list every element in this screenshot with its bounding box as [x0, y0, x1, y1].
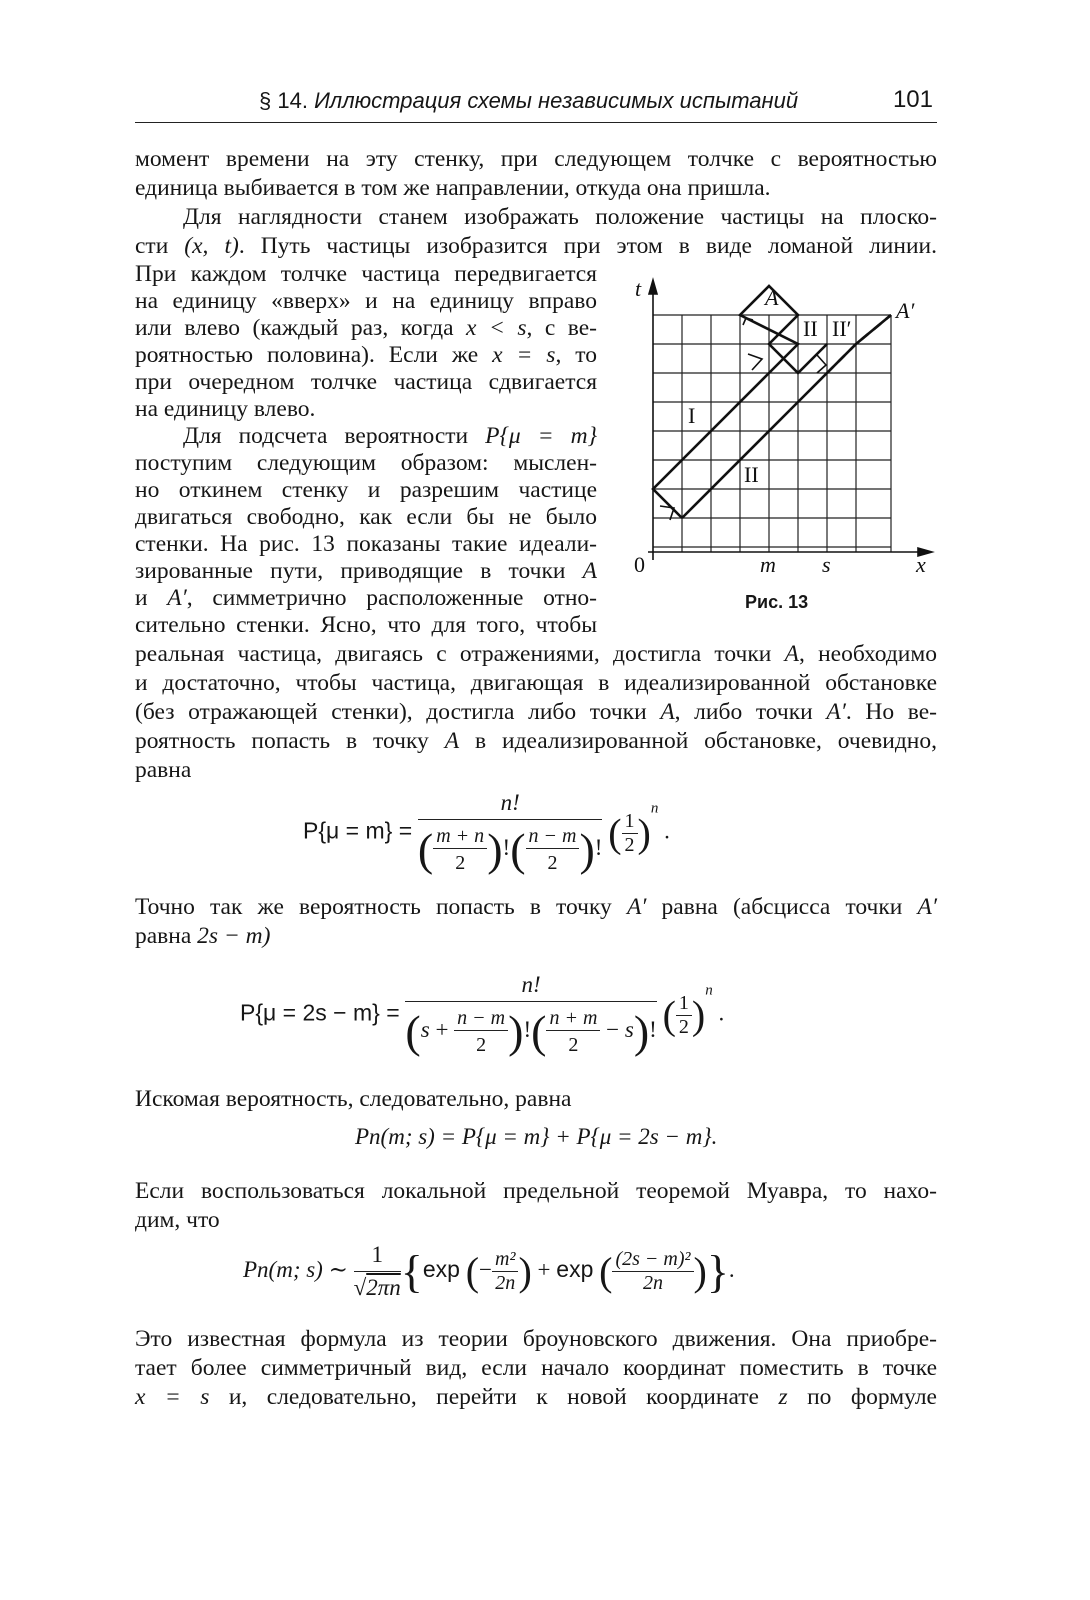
denominator: (s + $\frac{n - m}{2}$ )!( $\frac{n + m}{2}$ − s)! [405, 1006, 657, 1057]
figure-caption: Рис. 13 [745, 592, 809, 612]
text-line [135, 314, 597, 343]
text-line: единица выбивается в том же направлении, откуда она пришла. [135, 175, 771, 201]
denominator: ( $\frac{m + n}{2}$ )!( $\frac{n - m}{2}$ )! [417, 824, 603, 875]
text-line: сительно стенки. Ясно, что для того, чтобы [135, 612, 597, 638]
frac-num: 1 [676, 992, 692, 1016]
text-line: и достаточно, чтобы частица, двигающая в идеализированной обстановке [135, 670, 937, 696]
text-span: (без отражающей стенки), достигла либо точки [135, 699, 661, 725]
text-span: Для подсчета вероятности [183, 423, 486, 449]
exponent: n [705, 982, 713, 999]
label-II-prime: II′ [832, 316, 852, 341]
figure-13 [620, 270, 950, 620]
text-line [135, 422, 597, 451]
text-span: роятностью половина). Если же [135, 342, 493, 368]
math-span: A′ [826, 699, 846, 725]
math-span: x < s [466, 315, 527, 341]
arrow-mark [817, 355, 826, 373]
text-line [135, 557, 597, 586]
math-span: A′ [167, 585, 187, 611]
label-A: A [765, 285, 779, 310]
formula-2: P{μ = 2s − m} = n! (s + $\frac{n - m}{2}$ )!( $\frac{n + m}{2}$ − s)! ( $\frac{1}{2}$ )$^n$ . [240, 972, 725, 1057]
text-span: . Но ве- [845, 699, 937, 725]
fraction: $\frac{1}{√2\pi n}$ [353, 1242, 401, 1300]
label-x: x [916, 552, 926, 577]
fraction [418, 790, 603, 876]
label-I: I [688, 403, 696, 428]
text-span: . Путь частицы изобразится при этом в виде ломаной линии. [238, 233, 937, 259]
math-span: x = s [135, 1384, 210, 1410]
formula-3 [355, 1124, 717, 1150]
math-span: z [778, 1384, 788, 1410]
text-line: дим, что [135, 1207, 220, 1233]
text-span: роятность попасть в точку [135, 728, 445, 754]
text-span: сти [135, 233, 185, 259]
frac-num: n − m [526, 825, 580, 849]
text-line [135, 584, 597, 613]
formula-lhs: P{μ = 2s − m} = [240, 999, 400, 1026]
frac-num: n + m [546, 1007, 600, 1031]
formula-1: P{μ = m} = n! ( $\frac{m + n}{2}$ )!( $\frac{n - m}{2}$ )! ( $\frac{1}{2}$ )$^n$ . [303, 790, 670, 875]
text-line: на единицу «вверх» и на единицу вправо [135, 288, 597, 314]
text-span: зированные пути, приводящие в точки [135, 558, 583, 584]
fraction [405, 972, 656, 1058]
text-line [135, 1383, 937, 1412]
text-line [135, 341, 597, 370]
text-span: реальная частица, двигаясь с отражениями, достигла точки [135, 641, 785, 667]
frac-num: m + n [433, 825, 487, 849]
text-span: Точно так же вероятность попасть в точку [135, 894, 627, 920]
frac-num: n − m [454, 1007, 508, 1031]
frac-num: (2s − m)² [612, 1248, 693, 1272]
frac-den: 2 [547, 851, 558, 874]
label-II-top: II [803, 316, 818, 341]
text-line: Искомая вероятность, следовательно, равна [135, 1086, 572, 1112]
text-line [135, 232, 937, 261]
text-line: Это известная формула из теории броуновского движения. Она приобре- [135, 1326, 937, 1352]
frac-den: 2 [624, 833, 635, 856]
section-title: Иллюстрация схемы независимых испытаний [314, 88, 799, 113]
formula-4: Pn(m; s) ∼ $\frac{1}{√2\pi n}$ {exp (− $\frac{\text{m²}}{2n}$ ) + exp ( $\frac{\text{(2s − m)²}}{2n}$ )}. [243, 1242, 735, 1300]
text-span: , либо точки [674, 699, 827, 725]
numerator: n! [418, 790, 603, 820]
text-line [135, 640, 937, 669]
math-span: 2s − m) [197, 923, 271, 949]
text-span: , симметрично расположенные отно- [186, 585, 597, 611]
formula-lhs: P{μ = m} = [303, 817, 413, 844]
text-span: , то [555, 342, 597, 368]
text-line: стенки. На рис. 13 показаны такие идеали- [135, 531, 597, 557]
math-span: P{μ = m} [485, 423, 598, 449]
numerator: 1 [354, 1242, 401, 1272]
reflection-arrows [660, 318, 826, 520]
text-line: Для наглядности станем изображать положение частицы на плоско- [183, 204, 937, 230]
label-t: t [635, 276, 642, 301]
page-number: 101 [892, 86, 933, 113]
frac-den: 2 [568, 1033, 579, 1056]
text-line [135, 922, 937, 951]
frac-den: 2 [678, 1015, 689, 1038]
math-span: A [784, 641, 799, 667]
frac-den: 2 [455, 851, 466, 874]
text-line: при очередном толчке частица сдвигается [135, 369, 597, 395]
math-span: A′ [626, 894, 647, 920]
text-span: равна (абсцисса точки [646, 894, 918, 920]
label-m: m [760, 552, 776, 577]
text-span: равна [135, 923, 198, 949]
section-number: § 14. [259, 88, 308, 113]
math-span: A [660, 699, 675, 725]
text-line: Если воспользоваться локальной предельной теоремой Муавра, то нахо- [135, 1178, 937, 1204]
text-span: и [135, 585, 168, 611]
text-line: момент времени на эту стенку, при следующем толчке с вероятностью [135, 146, 937, 172]
text-span: по формуле [787, 1384, 937, 1410]
math-span: A [444, 728, 460, 754]
text-span: , необходимо [798, 641, 937, 667]
math-span: x = s [492, 342, 556, 368]
formula-sum: Pn(m; s) = P{μ = m} + P{μ = 2s − m}. [355, 1124, 718, 1149]
frac-den: 2 [476, 1033, 487, 1056]
arrow-mark [748, 354, 762, 370]
text-line [135, 893, 937, 922]
text-line [135, 698, 937, 727]
math-span: A′ [917, 894, 937, 920]
text-span: в идеализированной обстановке, очевидно, [459, 728, 938, 754]
math-span: (x, t) [184, 233, 239, 259]
text-span: или влево (каждый раз, когда [135, 315, 467, 341]
label-A-prime: A′ [896, 298, 915, 323]
text-line: двигаться свободно, как если бы не было [135, 504, 597, 530]
text-line: но откинем стенку и разрешим частице [135, 477, 597, 503]
text-span: и, следовательно, перейти к новой координате [209, 1384, 779, 1410]
text-line: равна [135, 757, 192, 783]
label-s: s [822, 552, 831, 577]
text-line [135, 727, 937, 756]
label-II: II [744, 462, 759, 487]
grid [653, 315, 891, 552]
path-II [682, 315, 891, 518]
text-line: тает более симметричный вид, если начало координат поместить в точке [135, 1355, 937, 1381]
math-span: A [582, 558, 597, 584]
text-line: поступим следующим образом: мыслен- [135, 450, 597, 476]
numerator: n! [405, 972, 656, 1002]
exponent: n [650, 800, 659, 817]
running-head-title [259, 88, 798, 114]
text-span: , с ве- [526, 315, 597, 341]
running-head [135, 86, 937, 123]
lattice-path-diagram [620, 270, 950, 600]
frac-num: m² [492, 1248, 518, 1272]
formula-lhs: Pn(m; s) ∼ [243, 1256, 348, 1282]
frac-num: 1 [622, 810, 638, 834]
text-line: на единицу влево. [135, 396, 316, 422]
label-origin: 0 [634, 552, 645, 577]
t-axis-arrowhead [649, 280, 657, 294]
text-line: При каждом толчке частица передвигается [135, 261, 597, 287]
